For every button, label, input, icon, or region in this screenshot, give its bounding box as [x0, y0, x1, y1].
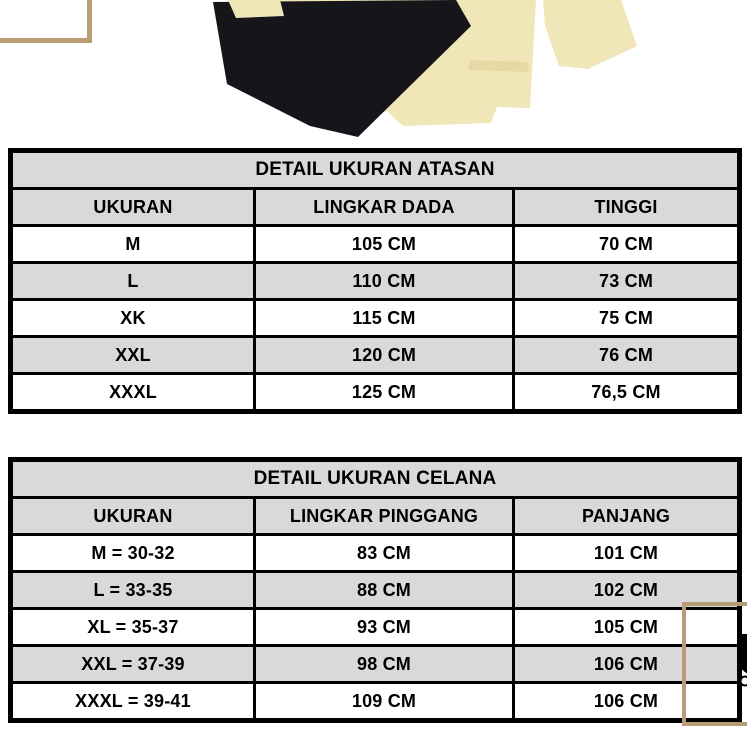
product-photo — [0, 0, 747, 142]
table-title-atasan: DETAIL UKURAN ATASAN — [11, 151, 740, 189]
shirt-sleeve-shape — [543, 0, 637, 69]
size-cell: XXXL = 39-41 — [11, 683, 255, 721]
table-row — [11, 683, 740, 721]
chest-cell: 125 CM — [255, 374, 514, 412]
partial-letter-u-glyph — [731, 630, 747, 688]
chest-cell: 110 CM — [255, 263, 514, 300]
height-cell: 76 CM — [514, 337, 740, 374]
height-cell: 70 CM — [514, 226, 740, 263]
size-cell: XL = 35-37 — [11, 609, 255, 646]
waist-cell: 83 CM — [255, 535, 514, 572]
table-row — [11, 609, 740, 646]
waist-cell: 98 CM — [255, 646, 514, 683]
length-cell: 106 CM — [514, 646, 740, 683]
length-cell: 102 CM — [514, 572, 740, 609]
shirt-crease-shape — [468, 60, 529, 72]
table-row — [11, 226, 740, 263]
table-row — [11, 646, 740, 683]
length-cell: 101 CM — [514, 535, 740, 572]
table-row — [11, 535, 740, 572]
column-header-tinggi: TINGGI — [514, 189, 740, 226]
height-cell: 76,5 CM — [514, 374, 740, 412]
table-title-row — [11, 460, 740, 498]
chest-cell: 105 CM — [255, 226, 514, 263]
size-cell: L = 33-35 — [11, 572, 255, 609]
length-cell: 105 CM — [514, 609, 740, 646]
table-header-row — [11, 498, 740, 535]
table-row — [11, 337, 740, 374]
size-cell: XXXL — [11, 374, 255, 412]
size-table-celana — [8, 457, 742, 723]
column-header-lingkar-pinggang: LINGKAR PINGGANG — [255, 498, 514, 535]
height-cell: 75 CM — [514, 300, 740, 337]
size-cell: M — [11, 226, 255, 263]
table-row — [11, 374, 740, 412]
chest-cell: 115 CM — [255, 300, 514, 337]
size-cell: XXL — [11, 337, 255, 374]
size-cell: XXL = 37-39 — [11, 646, 255, 683]
shirt-collar-strip — [228, 0, 284, 18]
size-cell: XK — [11, 300, 255, 337]
table-row — [11, 572, 740, 609]
column-header-ukuran: UKURAN — [11, 498, 255, 535]
size-cell: M = 30-32 — [11, 535, 255, 572]
column-header-ukuran: UKURAN — [11, 189, 255, 226]
column-header-panjang: PANJANG — [514, 498, 740, 535]
length-cell: 106 CM — [514, 683, 740, 721]
height-cell: 73 CM — [514, 263, 740, 300]
waist-cell: 109 CM — [255, 683, 514, 721]
column-header-lingkar-dada: LINGKAR DADA — [255, 189, 514, 226]
waist-cell: 88 CM — [255, 572, 514, 609]
chest-cell: 120 CM — [255, 337, 514, 374]
table-title-celana: DETAIL UKURAN CELANA — [11, 460, 740, 498]
table-row — [11, 263, 740, 300]
table-header-row — [11, 189, 740, 226]
table-title-row — [11, 151, 740, 189]
waist-cell: 93 CM — [255, 609, 514, 646]
decor-frame-top-left — [0, 0, 92, 43]
size-cell: L — [11, 263, 255, 300]
size-table-atasan — [8, 148, 742, 414]
table-row — [11, 300, 740, 337]
